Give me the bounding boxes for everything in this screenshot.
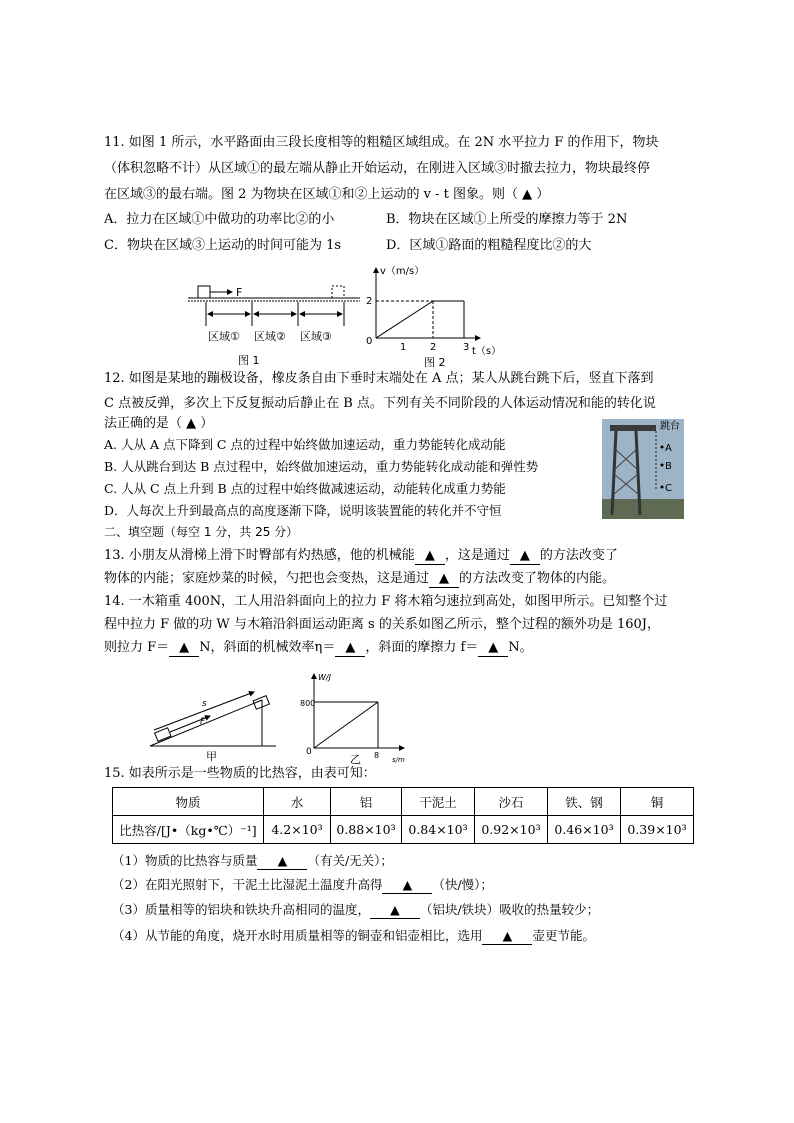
x-tick-3: 3	[463, 342, 470, 353]
point-a-label: A	[665, 443, 672, 454]
q14-line-1: 14. 一木箱重 400N，工人用沿斜面向上的拉力 F 将木箱匀速拉到高处，如图甲所示。已知整个过	[104, 594, 668, 609]
figure-1-zones	[186, 280, 366, 370]
q12-line-3: 法正确的是（ ▲ ）	[104, 416, 214, 431]
q12-option-b: B. 人从跳台到达 B 点过程中，始终做加速运动，重力势能转化成动能和弹性势	[104, 459, 539, 474]
q14-line-3	[104, 640, 533, 657]
q15-sub3-text: （3）质量相等的铝块和铁块升高相同的温度，	[112, 902, 370, 917]
q12-option-a: A. 人从 A 点下降到 C 点的过程中始终做加速运动，重力势能转化成动能	[104, 437, 506, 452]
w-tick-800: 800	[300, 699, 316, 708]
zone-1-label: 区域①	[208, 330, 240, 343]
force-label: F	[236, 286, 243, 299]
q11-line-2: （体积忽略不计）从区域①的最左端从静止开始运动，在刚进入区域③时撤去拉力，物块最终停	[104, 161, 651, 176]
q14-text-3: ，斜面的摩擦力 f＝	[365, 640, 479, 655]
q13-blank-1: ▲	[415, 548, 445, 565]
q15-sub-3	[112, 902, 599, 919]
q12-line-1: 12. 如图是某地的蹦极设备，橡皮条自由下垂时末端处在 A 点；某人从跳台跳下后，竖直下落到	[104, 371, 654, 386]
q11-option-c: C．物块在区域③上运动的时间可能为 1s	[104, 238, 342, 253]
q14-blank-2: ▲	[335, 640, 365, 657]
q14-text-4: N。	[508, 640, 533, 655]
q11-option-a: A．拉力在区域①中做功的功率比②的小	[104, 212, 335, 227]
table-header-row	[113, 788, 694, 816]
force-f-label: F	[200, 717, 206, 727]
figure-jia-incline	[146, 690, 282, 762]
figure-yi-ws-graph	[300, 670, 412, 766]
value-cell: 0.39×10³	[621, 816, 694, 844]
specific-heat-table	[112, 787, 694, 844]
q11-option-d: D．区域①路面的粗糙程度比②的大	[386, 238, 592, 253]
bungee-tower-photo	[602, 419, 684, 519]
s-label: s	[202, 699, 207, 709]
platform-label: 跳台	[660, 421, 680, 432]
q11-line-3: 在区域③的最右端。图 2 为物块在区域①和②上运动的 v - t 图象。则（ ▲ ）	[104, 187, 550, 202]
q13-text-4: 物体的内能；家庭炒菜的时候，勺把也会变热，这是通过	[104, 571, 430, 586]
value-cell: 0.46×10³	[548, 816, 621, 844]
q15-sub-1	[112, 853, 393, 870]
block-final-dashed	[332, 286, 344, 298]
q11-option-b: B．物块在区域①上所受的摩擦力等于 2N	[386, 212, 628, 227]
q15-sub4-hint: 壶更节能。	[532, 928, 595, 943]
q14-line-2: 程中拉力 F 做的功 W 与木箱沿斜面运动距离 s 的关系如图乙所示，整个过程的额外功是 160J，	[104, 617, 661, 632]
header-cell: 沙石	[475, 788, 548, 816]
point-c-label: C	[665, 483, 672, 494]
q15-sub-4	[112, 928, 595, 945]
q15-blank-3: ▲	[370, 902, 420, 919]
q13-line-2	[104, 571, 615, 588]
q11-line-1: 11. 如图 1 所示，水平路面由三段长度相等的粗糙区域组成。在 2N 水平拉力 F 的作用下，物块	[104, 135, 659, 150]
w-s-line	[314, 702, 378, 748]
q12-line-2: C 点被反弹，多次上下反复振动后静止在 B 点。下列有关不同阶段的人体运动情况和能的转化说	[104, 396, 656, 411]
value-cell: 0.88×10³	[331, 816, 402, 844]
header-cell: 铜	[621, 788, 694, 816]
value-cell: 0.84×10³	[402, 816, 475, 844]
x-tick-2: 2	[430, 342, 437, 353]
velocity-line-rising	[376, 301, 433, 338]
figure-1-caption: 图 1	[238, 354, 260, 367]
value-cell: 4.2×10³	[264, 816, 331, 844]
row-label: 比热容/[J•（kg•℃）⁻¹]	[113, 816, 264, 844]
s-tick-8: 8	[374, 751, 380, 760]
q15-blank-4: ▲	[482, 928, 532, 945]
header-cell: 铝	[331, 788, 402, 816]
s-axis-label: s/m	[392, 756, 405, 764]
zone-3-label: 区域③	[300, 330, 332, 343]
q12-option-d: D．人每次上升到最高点的高度逐渐下降，说明该装置能的转化并不守恒	[104, 503, 502, 518]
q13-text-5: 的方法改变了物体的内能。	[459, 571, 616, 586]
header-cell: 铁、钢	[548, 788, 621, 816]
y-tick-2: 2	[366, 296, 373, 307]
y-axis-label: v（m/s）	[380, 266, 425, 277]
point-b-label: B	[665, 461, 672, 472]
q14-text-1: 则拉力 F＝	[104, 640, 170, 655]
q15-blank-1: ▲	[257, 853, 307, 870]
figure-2-caption: 图 2	[424, 356, 446, 369]
q14-blank-3: ▲	[478, 640, 508, 657]
section-2-heading: 二、填空题（每空 1 分，共 25 分）	[104, 525, 299, 539]
value-cell: 0.92×10³	[475, 816, 548, 844]
w-axis-label: W/J	[318, 673, 331, 682]
zone-2-label: 区域②	[254, 330, 286, 343]
q15-sub2-text: （2）在阳光照射下，干泥土比湿泥土温度升高得	[112, 877, 383, 892]
header-cell: 物质	[113, 788, 264, 816]
header-cell: 水	[264, 788, 331, 816]
origin-label: 0	[366, 336, 373, 347]
q13-blank-3: ▲	[429, 571, 459, 588]
figure-2-vt-graph	[360, 262, 510, 370]
table-row	[113, 816, 694, 844]
q13-blank-2: ▲	[510, 548, 540, 565]
figure-jia-caption: 甲	[206, 750, 217, 762]
header-cell: 干泥土	[402, 788, 475, 816]
q15-intro: 15. 如表所示是一些物质的比热容，由表可知：	[104, 766, 376, 781]
q15-sub3-hint: （铝块/铁块）吸收的热量较少；	[419, 902, 600, 917]
q15-sub-2	[112, 877, 493, 894]
origin-label-yi: 0	[306, 747, 312, 757]
q13-text-1: 13. 小朋友从滑梯上滑下时臀部有灼热感，他的机械能	[104, 548, 415, 563]
q14-text-2: N，斜面的机械效率η＝	[199, 640, 336, 655]
x-axis-label: t（s）	[472, 346, 502, 357]
q13-text-3: 的方法改变了	[539, 548, 618, 563]
q15-sub4-text: （4）从节能的角度，烧开水时用质量相等的铜壶和铝壶相比，选用	[112, 928, 483, 943]
q12-option-c: C. 人从 C 点上升到 B 点的过程中始终做减速运动，动能转化成重力势能	[104, 481, 506, 496]
q15-sub1-text: （1）物质的比热容与质量	[112, 853, 258, 868]
q15-sub2-hint: （快/慢）；	[432, 877, 493, 892]
q13-text-2: ，这是通过	[444, 548, 510, 563]
q13-line-1	[104, 548, 618, 565]
q15-blank-2: ▲	[382, 877, 432, 894]
x-tick-1: 1	[400, 342, 407, 353]
q14-blank-1: ▲	[169, 640, 199, 657]
q15-sub1-hint: （有关/无关）；	[307, 853, 393, 868]
figure-yi-caption: 乙	[350, 753, 361, 766]
block	[198, 286, 210, 298]
